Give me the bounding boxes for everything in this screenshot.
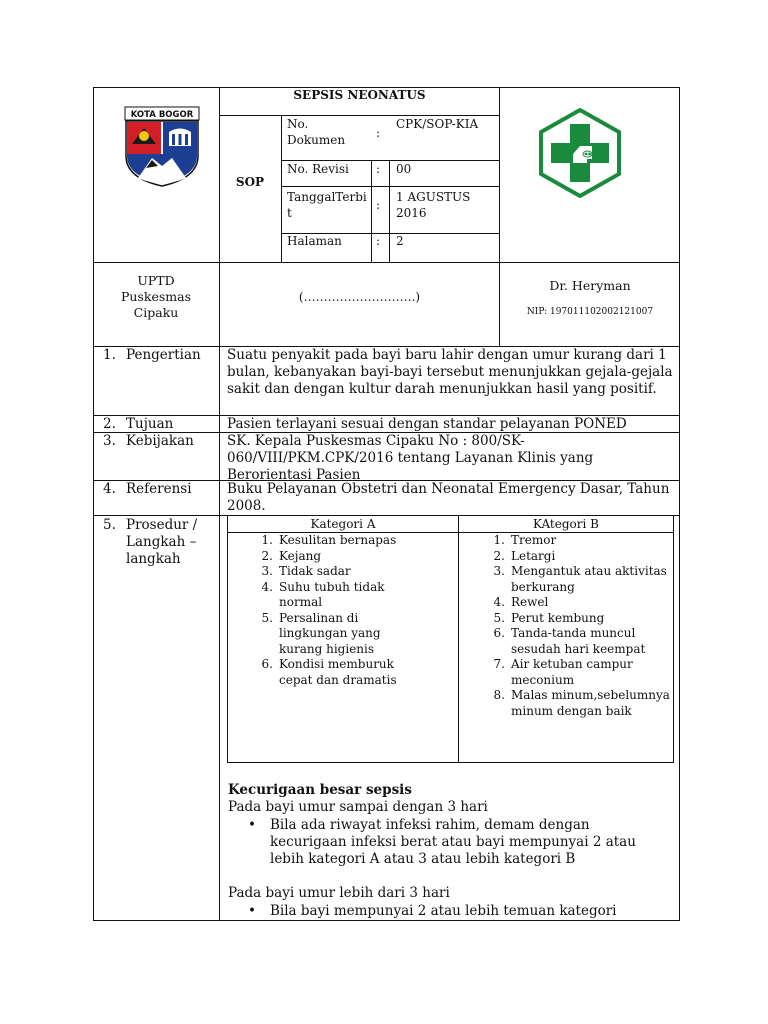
list-item: 3. Tidak sadar	[261, 564, 351, 578]
section-text-pengertian: Suatu penyakit pada bayi baru lahir dengan umur kurang dari 1 bulan, kebanyakan bayi-bayi tersebut menunjukkan gejala-gejala sakit dan dengan kultur darah menunjukkan hasil yang positif.	[227, 347, 673, 397]
list-item: 3. Mengantuk atau aktivitas berkurang	[493, 564, 667, 594]
kecurigaan-bullets-2	[228, 903, 668, 920]
section-number-pengertian: 1.	[103, 347, 116, 363]
kecurigaan-subheading-2: Pada bayi umur lebih dari 3 hari	[228, 885, 450, 901]
bullet-icon: •	[248, 903, 256, 919]
kota-bogor-crest	[124, 106, 200, 188]
signer-nip: NIP: 197011102002121007	[526, 307, 654, 317]
section-number-kebijakan: 3.	[103, 433, 116, 449]
list-item: 4. Rewel	[493, 595, 549, 609]
list-item: 2. Letargi	[493, 548, 556, 563]
kecurigaan-subheading-1: Pada bayi umur sampai dengan 3 hari	[228, 799, 488, 815]
kecurigaan-bullets-1	[228, 817, 668, 868]
list-item: 1. Tremor	[493, 533, 557, 547]
page-label: Halaman	[287, 234, 342, 248]
revision-sep: :	[376, 162, 381, 176]
list-item: 6. Tanda-tanda muncul sesudah hari keempat	[493, 626, 646, 656]
crest-caption: KOTA BOGOR	[130, 110, 194, 120]
page-value: 2	[396, 234, 404, 248]
revision-value: 00	[396, 162, 412, 176]
section-number-tujuan: 2.	[103, 416, 116, 432]
kategori-b-list	[487, 533, 670, 719]
revision-label: No. Revisi	[287, 162, 349, 176]
doc-number-label: No. Dokumen	[287, 117, 346, 147]
section-label-referensi: Referensi	[126, 481, 192, 497]
list-item: • Bila bayi mempunyai 2 atau lebih temuan kategori	[248, 903, 617, 919]
document-title: SEPSIS NEONATUS	[293, 88, 426, 102]
list-item: • Bila ada riwayat infeksi rahim, demam dengan kecurigaan infeksi berat atau bayi mempunyai 2 atau lebih kategori A atau 3 atau lebih kategori B	[248, 817, 636, 867]
kategori-b-header: KAtegori B	[533, 517, 599, 531]
section-label-tujuan: Tujuan	[126, 416, 174, 432]
kecurigaan-title: Kecurigaan besar sepsis	[228, 782, 412, 798]
issue-date-sep: :	[376, 198, 381, 212]
list-item: 5. Persalinan di lingkungan yang kurang higienis	[261, 610, 381, 656]
list-item: 2. Kejang	[261, 548, 322, 563]
list-item: 1. Kesulitan bernapas	[261, 533, 397, 547]
doc-number-sep: :	[376, 126, 381, 140]
bullet-icon: •	[248, 817, 256, 833]
list-item: 6. Kondisi memburuk cepat dan dramatis	[261, 657, 397, 687]
section-label-kebijakan: Kebijakan	[126, 433, 194, 449]
section-label-pengertian: Pengertian	[126, 347, 201, 363]
page-sep: :	[376, 234, 381, 248]
issue-date-label: TanggalTerbit	[287, 190, 367, 220]
section-number-referensi: 4.	[103, 481, 116, 497]
kategori-a-header: Kategori A	[310, 517, 376, 531]
signer-name: Dr. Heryman	[549, 278, 631, 293]
list-item: 4. Suhu tubuh tidak normal	[261, 579, 385, 609]
doc-number-value: CPK/SOP-KIA	[396, 117, 479, 131]
signature-placeholder: (……………………….)	[298, 290, 421, 304]
sop-label: SOP	[235, 175, 265, 189]
institution-name: UPTD Puskesmas Cipaku	[121, 273, 191, 320]
list-item: 5. Perut kembung	[493, 610, 605, 625]
section-text-referensi: Buku Pelayanan Obstetri dan Neonatal Emergency Dasar, Tahun 2008.	[227, 481, 670, 514]
puskesmas-logo	[537, 108, 623, 198]
kategori-a-list	[255, 533, 455, 688]
section-label-prosedur: Prosedur / Langkah – langkah	[126, 517, 198, 567]
section-number-prosedur: 5.	[103, 517, 116, 533]
issue-date-value: 1 AGUSTUS 2016	[396, 190, 471, 220]
list-item: 7. Air ketuban campur meconium	[493, 657, 633, 687]
section-text-kebijakan: SK. Kepala Puskesmas Cipaku No : 800/SK-060/VIII/PKM.CPK/2016 tentang Layanan Klinis yang Berorientasi Pasien	[227, 433, 594, 483]
list-item: 8. Malas minum,sebelumnya minum dengan baik	[493, 688, 670, 718]
section-text-tujuan: Pasien terlayani sesuai dengan standar pelayanan PONED	[227, 416, 627, 432]
